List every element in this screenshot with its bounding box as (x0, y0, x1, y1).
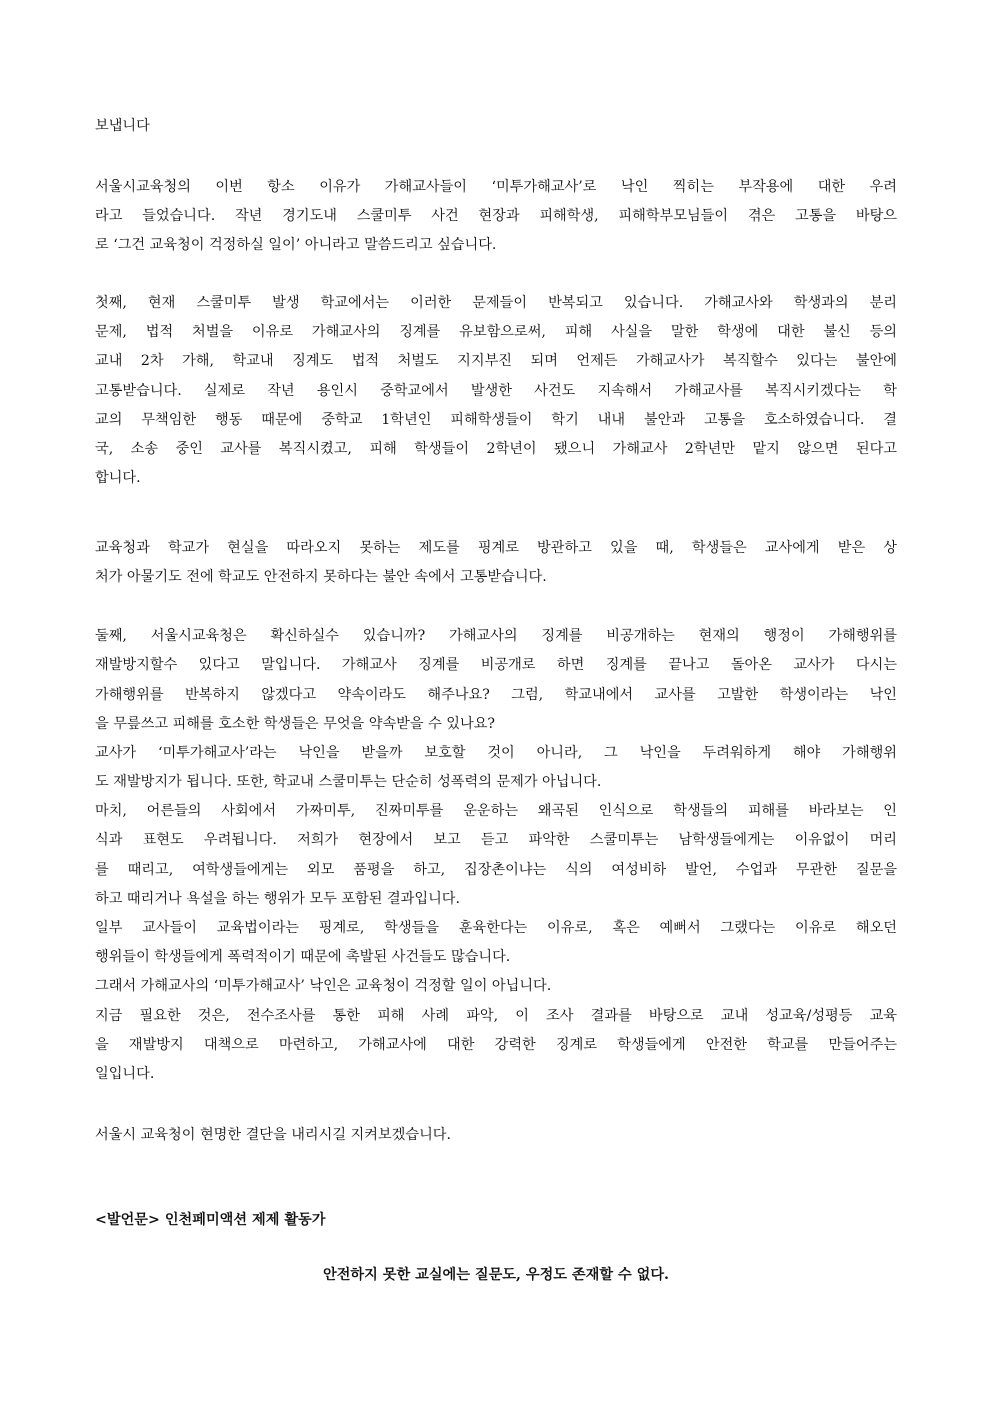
paragraph-line: 고통받습니다. 실제로 작년 용인시 중학교에서 발생한 사건도 지속해서 가해교사를 복직시키겠다는 학 (95, 383, 897, 399)
paragraph-line: 을 무릎쓰고 피해를 호소한 학생들은 무엇을 약속받을 수 있나요? (95, 716, 496, 732)
paragraph-line: 국, 소송 중인 교사를 복직시켰고, 피해 학생들이 2학년이 됐으니 가해교사 2학년만 맡지 않으면 된다고 (95, 441, 897, 457)
paragraph-line: 마치, 어른들의 사회에서 가짜미투, 진짜미투를 운운하는 왜곡된 인식으로 학생들의 피해를 바라보는 인 (95, 803, 897, 819)
paragraph-line: 일입니다. (95, 1066, 155, 1082)
paragraph-line: 재발방지할수 있다고 말입니다. 가해교사 징계를 비공개로 하면 징계를 끝나고 돌아온 교사가 다시는 (95, 657, 897, 673)
paragraph-line: 교내 2차 가해, 학교내 징계도 법적 처벌도 지지부진 되며 언제든 가해교사가 복직할수 있다는 불안에 (95, 353, 897, 369)
paragraph-line: 행위들이 학생들에게 폭력적이기 때문에 촉발된 사건들도 많습니다. (95, 949, 511, 965)
paragraph-line: 문제, 법적 처벌을 이유로 가해교사의 징계를 유보함으로써, 피해 사실을 말한 학생에 대한 불신 등의 (95, 324, 897, 340)
paragraph-line: 을 재발방지 대책으로 마련하고, 가해교사에 대한 강력한 징계로 학생들에게 안전한 학교를 만들어주는 (95, 1037, 897, 1053)
paragraph-line: 식과 표현도 우려됩니다. 저희가 현장에서 보고 듣고 파악한 스쿨미투는 남학생들에게는 이유없이 머리 (95, 832, 897, 848)
paragraph-line: 교육청과 학교가 현실을 따라오지 못하는 제도를 핑계로 방관하고 있을 때, 학생들은 교사에게 받은 상 (95, 540, 897, 556)
paragraph-line: 도 재발방지가 됩니다. 또한, 학교내 스쿨미투는 단순히 성폭력의 문제가 아닙니다. (95, 774, 602, 790)
paragraph-line: 가해행위를 반복하지 않겠다고 약속이라도 해주나요? 그럼, 학교내에서 교사를 고발한 학생이라는 낙인 (95, 687, 897, 703)
next-section-heading: <발언문> 인천페미액션 제제 활동가 (95, 1212, 326, 1228)
paragraph-line: 합니다. (95, 470, 141, 486)
paragraph-line: 둘째, 서울시교육청은 확신하실수 있습니까? 가해교사의 징계를 비공개하는 현재의 행정이 가해행위를 (95, 628, 897, 644)
paragraph-line: 지금 필요한 것은, 전수조사를 통한 피해 사례 파악, 이 조사 결과를 바탕으로 교내 성교육/성평등 교육 (95, 1008, 897, 1024)
greeting: 보냅니다 (95, 118, 150, 134)
paragraph-line: 로 ‘그건 교육청이 걱정하실 일이’ 아니라고 말씀드리고 싶습니다. (95, 237, 497, 253)
paragraph-line: 그래서 가해교사의 ‘미투가해교사’ 낙인은 교육청이 걱정할 일이 아닙니다. (95, 978, 552, 994)
paragraph-line: 첫째, 현재 스쿨미투 발생 학교에서는 이러한 문제들이 반복되고 있습니다. 가해교사와 학생과의 분리 (95, 295, 897, 311)
paragraph-line: 교사가 ‘미투가해교사’라는 낙인을 받을까 보호할 것이 아니라, 그 낙인을 두려워하게 해야 가해행위 (95, 745, 897, 761)
paragraph-line: 처가 아물기도 전에 학교도 안전하지 못하다는 불안 속에서 고통받습니다. (95, 569, 547, 585)
next-section-title: 안전하지 못한 교실에는 질문도, 우정도 존재할 수 없다. (323, 1267, 669, 1283)
paragraph-line: 일부 교사들이 교육법이라는 핑계로, 학생들을 훈육한다는 이유로, 혹은 예뻐서 그랬다는 이유로 해오던 (95, 920, 897, 936)
paragraph-line: 하고 때리거나 욕설을 하는 행위가 모두 포함된 결과입니다. (95, 891, 461, 907)
paragraph-line: 교의 무책임한 행동 때문에 중학교 1학년인 피해학생들이 학기 내내 불안과 고통을 호소하였습니다. 결 (95, 412, 897, 428)
paragraph-line: 를 때리고, 여학생들에게는 외모 품평을 하고, 집장촌이냐는 식의 여성비하 발언, 수업과 무관한 질문을 (95, 862, 897, 878)
closing-line: 서울시 교육청이 현명한 결단을 내리시길 지켜보겠습니다. (95, 1127, 451, 1143)
paragraph-line: 서울시교육청의 이번 항소 이유가 가해교사들이 ‘미투가해교사’로 낙인 찍히는 부작용에 대한 우려 (95, 179, 897, 195)
paragraph-line: 라고 들었습니다. 작년 경기도내 스쿨미투 사건 현장과 피해학생, 피해학부모님들이 겪은 고통을 바탕으 (95, 208, 897, 224)
